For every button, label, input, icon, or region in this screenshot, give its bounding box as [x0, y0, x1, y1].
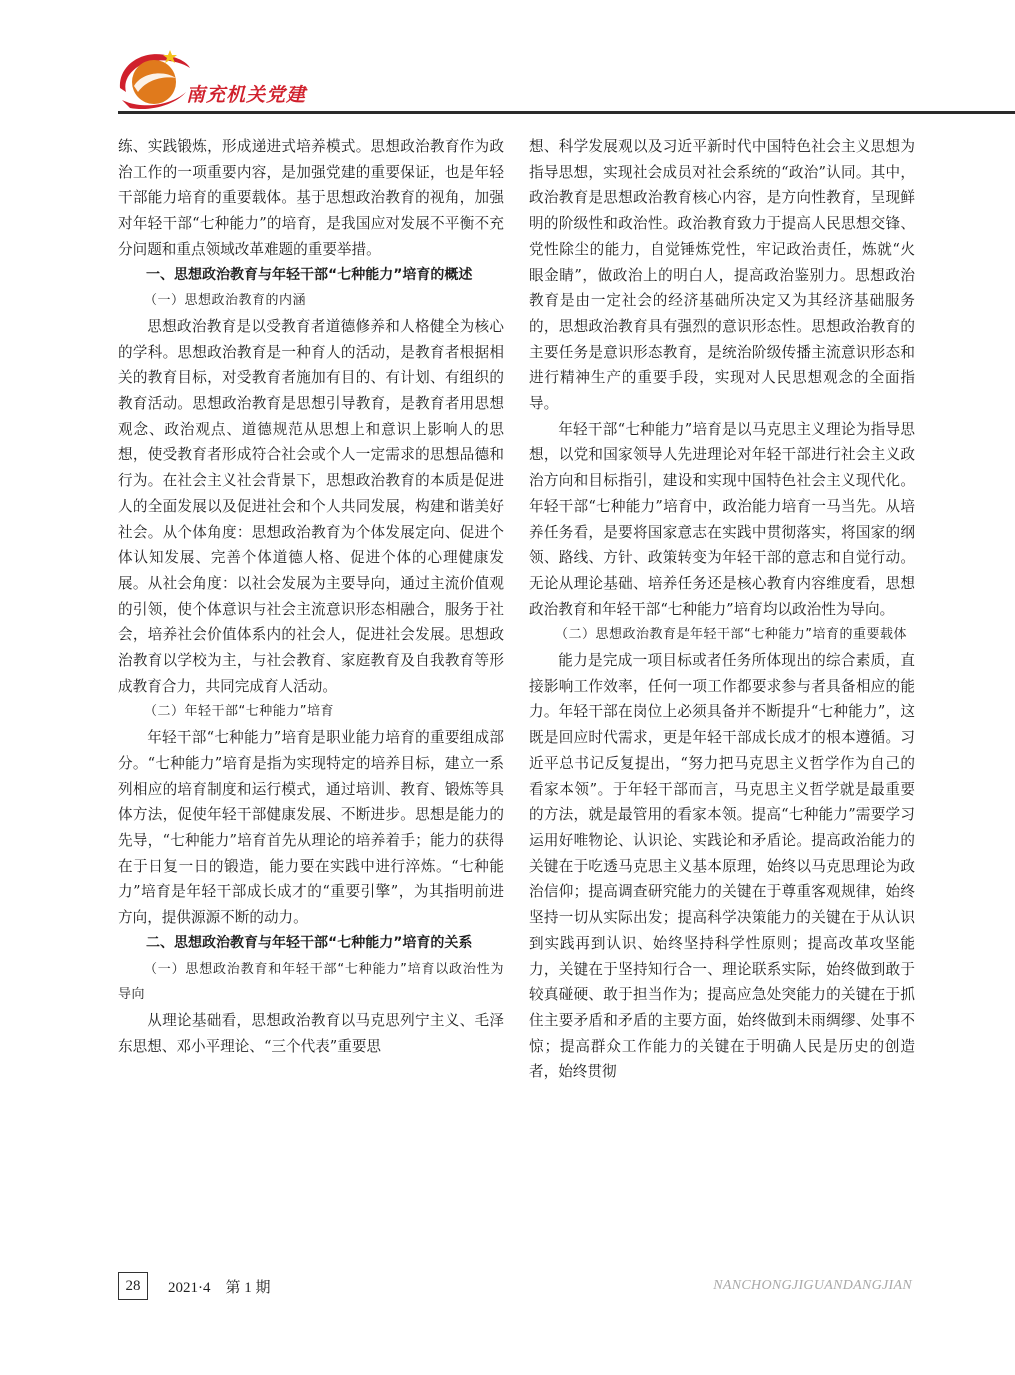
brand-title: 南充机关党建: [186, 84, 307, 106]
party-logo-icon: [112, 42, 192, 114]
header-rule: [118, 111, 1015, 114]
left-column: [118, 134, 504, 1059]
section-heading: 一、思想政治教育与年轻干部“七种能力”培育的概述: [146, 266, 473, 283]
subsection-heading: （二）思想政治教育是年轻干部“七种能力”培育的重要载体: [555, 627, 907, 643]
page-number: 28: [118, 1272, 148, 1300]
paragraph: 年轻干部“七种能力”培育是职业能力培育的重要组成部分。“七种能力”培育是指为实现特定的培养目标，建立一系列相应的培育制度和运行模式，通过培训、教育、锻炼等具体方法，促使年轻干部健康发展、不断进步。思想是能力的先导，“七种能力”培育首先从理论的培养着手；能力的获得在于日复一日的锻造，能力要在实践中进行淬炼。“七种能力”培育是年轻干部成长成才的“重要引擎”，为其指明前进方向，提供源源不断的动力。: [118, 729, 504, 927]
subsection-heading: （一）思想政治教育的内涵: [144, 293, 307, 309]
paragraph: 思想政治教育是以受教育者道德修养和人格健全为核心的学科。思想政治教育是一种育人的活动，是教育者根据相关的教育目标，对受教育者施加有目的、有计划、有组织的教育活动。思想政治教育是思想引导教育，是教育者用思想观念、政治观点、道德规范从思想上和意识上影响人的思想，使受教育者形成符合社会或个人一定需求的思想品德和行为。在社会主义社会背景下，思想政治教育的本质是促进人的全面发展以及促进社会和个人共同发展，构建和谐美好社会。从个体角度：思想政治教育为个体发展定向、促进个体认知发展、完善个体道德人格、促进个体的心理健康发展。从社会角度：以社会发展为主要导向，通过主流价值观的引领，使个体意识与社会主流意识形态相融合，服务于社会，培养社会价值体系内的社会人，促进社会发展。思想政治教育以学校为主，与社会教育、家庭教育及自我教育等形成教育合力，共同完成育人活动。: [118, 317, 504, 695]
paragraph: 练、实践锻炼，形成递进式培养模式。思想政治教育作为政治工作的一项重要内容，是加强党建的重要保证，也是年轻干部能力培育的重要载体。基于思想政治教育的视角，加强对年轻干部“七种能力”的培育，是我国应对发展不平衡不充分问题和重点领域改革难题的重要举措。: [118, 138, 504, 258]
paragraph: 年轻干部“七种能力”培育是以马克思主义理论为指导思想，以党和国家领导人先进理论对年轻干部进行社会主义政治方向和目标指引，建设和实现中国特色社会主义现代化。年轻干部“七种能力”培育中，政治能力培育一马当先。从培养任务看，是要将国家意志在实践中贯彻落实，将国家的纲领、路线、方针、政策转变为年轻干部的意志和自觉行动。无论从理论基础、培养任务还是核心教育内容维度看，思想政治教育和年轻干部“七种能力”培育均以政治性为导向。: [529, 420, 915, 618]
page-header: [0, 0, 1015, 118]
right-column: [529, 134, 915, 1085]
page-footer: [0, 1268, 1015, 1308]
subsection-heading: （一）思想政治教育和年轻干部“七种能力”培育以政治性为导向: [118, 961, 504, 1003]
paragraph: 想、科学发展观以及习近平新时代中国特色社会主义思想为指导思想，实现社会成员对社会系统的“政治”认同。其中，政治教育是思想政治教育核心内容，是方向性教育，呈现鲜明的阶级性和政治性。政治教育致力于提高人民思想交锋、党性除尘的能力，自觉锤炼党性，牢记政治责任，炼就“火眼金睛”，做政治上的明白人，提高政治鉴别力。思想政治教育是由一定社会的经济基础所决定又为其经济基础服务的，思想政治教育具有强烈的意识形态性。思想政治教育的主要任务是意识形态教育，是统治阶级传播主流意识形态和进行精神生产的重要手段，实现对人民思想观念的全面指导。: [529, 138, 915, 413]
publication-name: NANCHONGJIGUANDANGJIAN: [713, 1278, 912, 1293]
section-heading: 二、思想政治教育与年轻干部“七种能力”培育的关系: [146, 934, 473, 951]
issue-label: 2021·4 第 1 期: [168, 1280, 271, 1296]
paragraph: 能力是完成一项目标或者任务所体现出的综合素质，直接影响工作效率，任何一项工作都要求参与者具备相应的能力。年轻干部在岗位上必须具备并不断提升“七种能力”，这既是回应时代需求，更是年轻干部成长成才的根本遵循。习近平总书记反复提出，“努力把马克思主义哲学作为自己的看家本领”。于年轻干部而言，马克思主义哲学就是最重要的方法，就是最管用的看家本领。提高“七种能力”需要学习运用好唯物论、认识论、实践论和矛盾论。提高政治能力的关键在于吃透马克思主义基本原理，始终以马克思理论为政治信仰；提高调查研究能力的关键在于尊重客观规律，始终坚持一切从实际出发；提高科学决策能力的关键在于从认识到实践再到认识、始终坚持科学性原则；提高改革攻坚能力，关键在于坚持知行合一、理论联系实际，始终做到敢于较真碰硬、敢于担当作为；提高应急处突能力的关键在于抓住主要矛盾和矛盾的主要方面，始终做到未雨绸缪、处事不惊；提高群众工作能力的关键在于明确人民是历史的创造者，始终贯彻: [529, 652, 915, 1081]
paragraph: 从理论基础看，思想政治教育以马克思列宁主义、毛泽东思想、邓小平理论、“三个代表”重要思: [118, 1011, 504, 1055]
subsection-heading: （二）年轻干部“七种能力”培育: [144, 704, 334, 720]
